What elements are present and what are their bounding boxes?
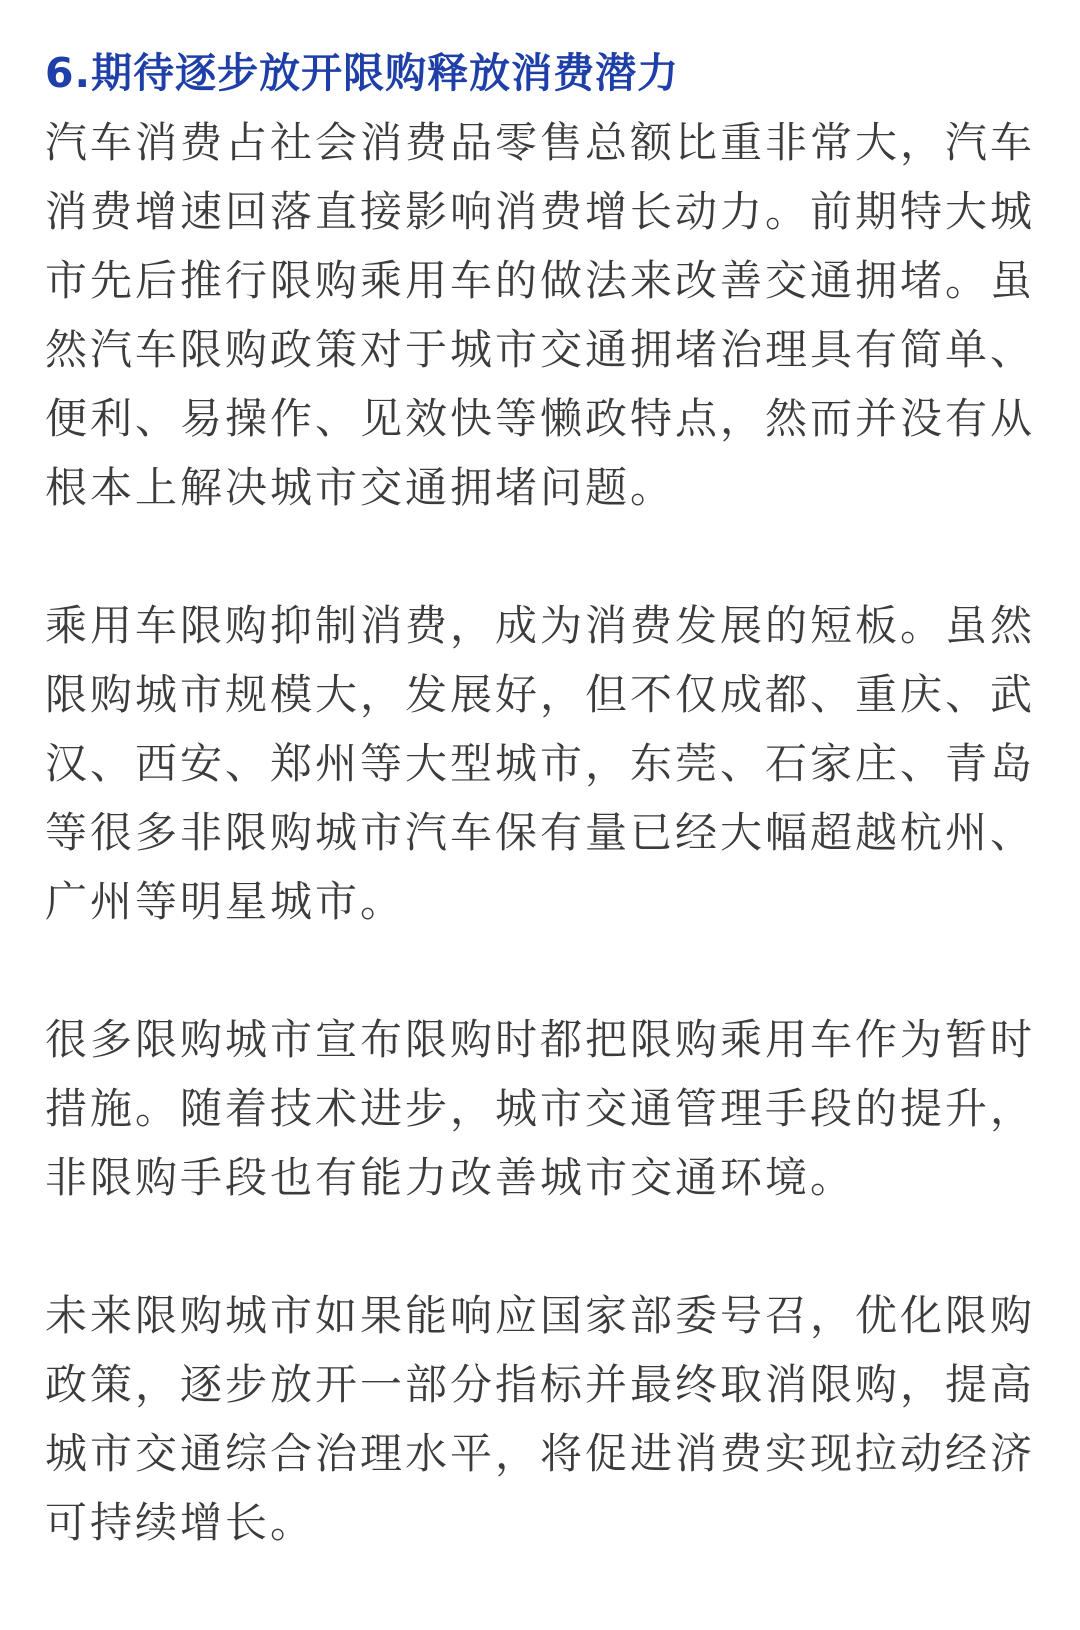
paragraph-2: 乘用车限购抑制消费，成为消费发展的短板。虽然限购城市规模大，发展好，但不仅成都、重庆、武汉、西安、郑州等大型城市，东莞、石家庄、青岛等很多非限购城市汽车保有量已经大幅超越杭州、广州等明星城市。 — [45, 601, 1036, 926]
article-body — [45, 108, 1035, 1557]
section-heading: 6.期待逐步放开限购释放消费潜力 — [45, 49, 680, 97]
paragraph-3: 很多限购城市宣布限购时都把限购乘用车作为暂时措施。随着技术进步，城市交通管理手段的提升，非限购手段也有能力改善城市交通环境。 — [45, 1015, 1036, 1202]
paragraph-4: 未来限购城市如果能响应国家部委号召，优化限购政策，逐步放开一部分指标并最终取消限购，提高城市交通综合治理水平，将促进消费实现拉动经济可持续增长。 — [45, 1291, 1036, 1547]
paragraph-1: 汽车消费占社会消费品零售总额比重非常大，汽车消费增速回落直接影响消费增长动力。前期特大城市先后推行限购乘用车的做法来改善交通拥堵。虽然汽车限购政策对于城市交通拥堵治理具有简单、便利、易操作、见效快等懒政特点，然而并没有从根本上解决城市交通拥堵问题。 — [45, 118, 1036, 512]
